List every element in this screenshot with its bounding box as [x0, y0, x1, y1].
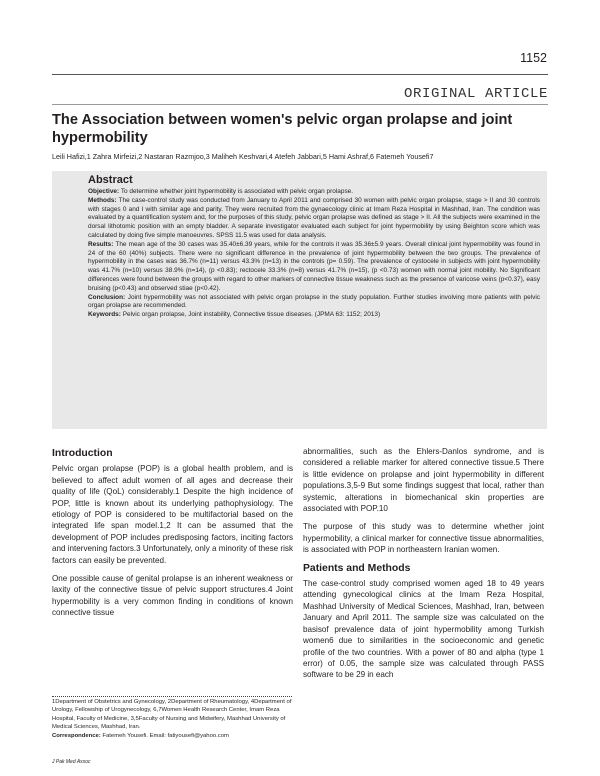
abstract-objective: Objective: To determine whether joint hypermobility is associated with pelvic organ prolapse. [88, 188, 354, 195]
affiliations-text: 1Department of Obstetrics and Gynecology, 2Department of Rheumatology, 4Department of Urology, Fellowship of Urogynecology, 6,7Women Health Research Center, Imam Reza Hospital, Faculty of Medicine, 3,5Faculty of Nursing and Midwifery, Mashhad University of Medical Sciences, Mashhad, Iran. [52, 699, 292, 731]
abstract-box [52, 171, 547, 429]
abstract-body [88, 188, 540, 320]
intro-paragraph-1: Pelvic organ prolapse (POP) is a global health problem, and is believed to affect adult women of all ages and decrease their quality of life (QoL) considerably.1 Despite the high incidence of POP, little is known about its underlying pathophysiology. The etiology of POP is considered to be multifactorial based on the integrated life span model.1,2 It can be assumed that the development of POP includes predisposing factors, inciting factors and intervening factors.3 Unfortunately, only a minority of these risk factors can easily be prevented. [52, 464, 293, 565]
article-title: The Association between women's pelvic organ prolapse and joint hypermobility [52, 112, 513, 146]
abstract-keywords: Keywords: Pelvic organ prolapse, Joint instability, Connective tissue diseases. (JPMA 63: 1152; 2013) [88, 311, 381, 319]
author-list: Leili Hafizi,1 Zahra Mirfeizi,2 Nastaran Razmjoo,3 Maliheh Keshvari,4 Atefeh Jabbari,5 Hami Ashraf,6 Fatemeh Yousefi7 [52, 152, 434, 161]
journal-footer: J Pak Med Assoc [52, 759, 91, 765]
affiliations-footnote [52, 698, 297, 740]
footnote-rule [52, 696, 292, 697]
introduction-heading: Introduction [52, 448, 113, 459]
methods-heading: Patients and Methods [303, 562, 411, 574]
intro-paragraph-2: One possible cause of genital prolapse is an inherent weakness or laxity of the connective tissue of pelvic support structures.4 Joint hypermobility is a very common finding in conditions of known connective tissue [52, 574, 293, 618]
methods-paragraph-1: The case-control study comprised women aged 18 to 49 years attending gynecological clinics at the Imam Reza Hospital, Mashhad University of Medical Sciences, Mashhad, Iran, between January and April 2011. The sample size was calculated on the basisof prevalence data of joint hypermobility among Turkish women6 due to similarities in the socioeconomic and genetic profile of the two countries. With a power of 80 and alpha (type 1 error) of 0.05, the sample size was calculated through PASS software to be 29 in each [303, 579, 544, 680]
correspondence-line: Correspondence: Fatemeh Yousefi. Email: fatiyousefi@yahoo.com [52, 732, 229, 739]
intro-paragraph-3: abnormalities, such as the Ehlers-Danlos syndrome, and is considered a reliable marker for altered connective tissue.5 There is little evidence on prolapse and joint hypermobility in different populations.3,5-9 But some findings suggest that local, rather than systemic, alterations in biomechanical skin properties are associated with POP.10 [303, 447, 544, 514]
abstract-conclusion: Conclusion: Joint hypermobility was not associated with pelvic organ prolapse in the study population. Further studies involving more patients with pelvic organ prolapse are recommended. [88, 293, 540, 310]
intro-paragraph-4: The purpose of this study was to determine whether joint hypermobility, a clinical marker for connective tissue abnormalities, is associated with POP in northeastern Iranian women. [303, 522, 544, 555]
abstract-methods: Methods: The case-control study was conducted from January to April 2011 and comprised 30 women with pelvic organ prolapse, stage > II and 30 controls with stages 0 and I with similar age and parity. They were recruited from the gynaecology clinic at Imam Reza Hospital in Mashhad, Iran. The condition was evaluated by a quantification system and, for the purposes of this study, pelvic organ prolapse was defined as stage > II. All the subjects were examined in the dorsal lithotomic position with an empty bladder. A separate investigator evaluated each subject for joint hypermobility by using Beighton score which was calculated by doing five simple manoeuvres. SPSS 11.5 was used for data analysis. [88, 196, 540, 239]
article-type-label: ORIGINAL ARTICLE [403, 86, 548, 102]
abstract-heading: Abstract [88, 174, 133, 186]
right-column [303, 446, 544, 688]
page-number: 1152 [520, 51, 547, 65]
title-rule [52, 104, 548, 105]
abstract-results: Results: The mean age of the 30 cases was 35.40±6.39 years, while for the controls it was 35.36±5.9 years. Overall clinical joint hypermobility was found in 24 of the 60 (40%) subjects. There were no significant difference in the prevalence of joint hypermobility between the two groups. The prevalence of hypermobility in the cases was 36.7% (n=11) versus 43.3% (n=13) in the controls (p= 0.59). The prevalence of cystocele in subjects with joint hypermobility was 41.7% (n=10) versus 38.9% (n=14), (p <0.83); rectocele 33.3% (n=8) versus 41.7% (n=15), (p <0.73) women with normal joint mobility. No Significant differences were found between the groups with regard to other markers of connective tissue weakness such as the presence of varicose veins (p<0.37), easy bruising (p<0.43) and observed stiae (p<0.42). [88, 240, 540, 292]
left-column [52, 448, 293, 626]
header-rule [52, 74, 548, 75]
